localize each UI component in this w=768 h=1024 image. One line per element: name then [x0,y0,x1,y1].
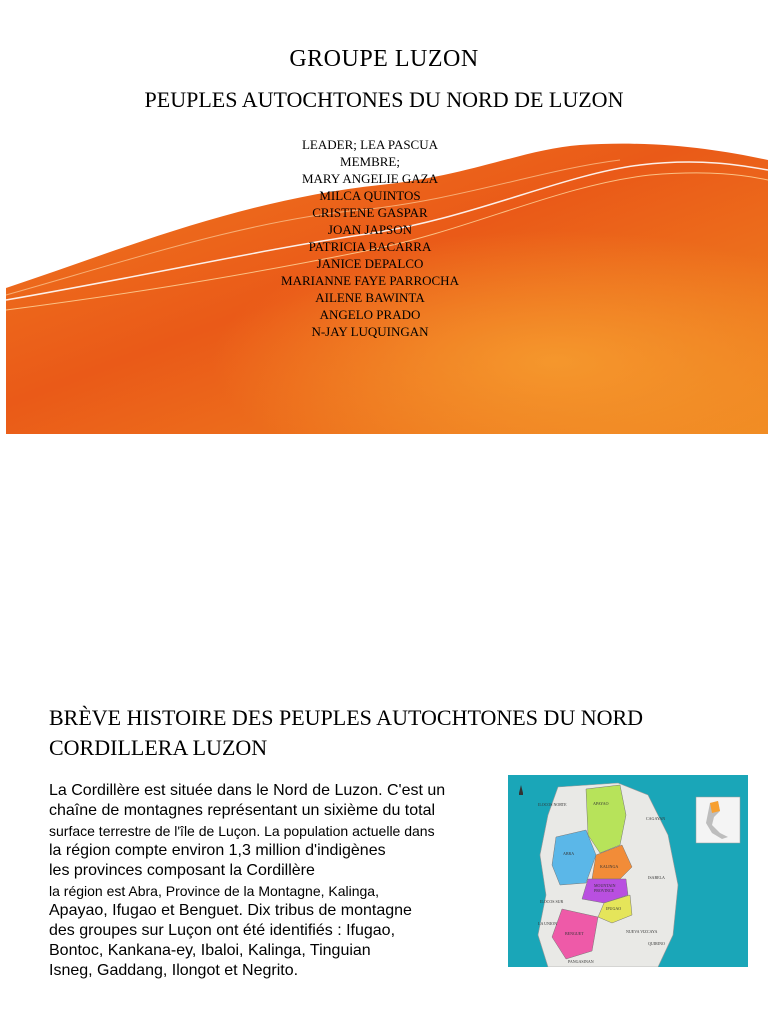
member-name: CRISTENE GASPAR [312,205,428,220]
map-label: APAYAO [593,801,609,806]
history-title [49,703,749,763]
map-label: IFUGAO [606,906,622,911]
map-label: BENGUET [565,931,584,936]
member-heading: MEMBRE; [340,154,400,169]
body-line: la région est Abra, Province de la Montagne, Kalinga, [49,883,379,899]
body-line: des groupes sur Luçon ont été identifiés : Ifugao, [49,922,396,939]
member-leader: LEADER; LEA PASCUA [301,137,439,152]
body-line: Isneg, Gaddang, Ilongot et Negrito. [49,962,299,979]
member-name: AILENE BAWINTA [315,290,425,305]
body-line: la région compte environ 1,3 million d'indigènes [49,842,386,859]
member-name: MARY ANGELIE GAZA [301,171,438,186]
member-name: N-JAY LUQUINGAN [311,324,429,339]
title-slide [0,0,768,440]
map-label: NUEVA VIZCAYA [626,929,658,934]
history-title-line1: BRÈVE HISTOIRE DES PEUPLES AUTOCHTONES DU NORD [49,705,644,730]
map-label: QUIRINO [648,941,665,946]
map-label: LA UNION [538,921,557,926]
member-name: MILCA QUINTOS [319,188,421,203]
map-label: KALINGA [600,864,619,869]
history-title-line2: CORDILLERA LUZON [49,735,268,760]
map-label: ILOCOS NORTE [538,802,567,807]
member-name: ANGELO PRADO [319,307,421,322]
cordillera-map [508,775,748,967]
map-label: ILOCOS SUR [540,899,564,904]
body-line: surface terrestre de l'île de Luçon. La population actuelle dans [49,823,435,839]
slide-subtitle: PEUPLES AUTOCHTONES DU NORD DE LUZON [144,87,624,112]
slide-title: GROUPE LUZON [289,46,479,72]
map-label: PROVINCE [594,888,615,893]
member-name: PATRICIA BACARRA [308,239,432,254]
map-label: ISABELA [648,875,665,880]
body-line: Apayao, Ifugao et Benguet. Dix tribus de montagne [49,902,412,919]
body-line: Bontoc, Kankana-ey, Ibaloi, Kalinga, Tinguian [49,942,371,959]
member-name: MARIANNE FAYE PARROCHA [281,273,459,288]
compass-icon [519,785,523,795]
body-line: les provinces composant la Cordillère [49,862,315,879]
map-label: CAGAYAN [646,816,666,821]
map-label: MOUNTAIN [594,883,616,888]
map-label: PANGASINAN [568,959,594,964]
map-label: ABRA [563,851,575,856]
member-name: JOAN JAPSON [327,222,413,237]
body-line: La Cordillère est située dans le Nord de Luzon. C'est un [49,782,446,799]
history-body [49,781,509,981]
member-name: JANICE DEPALCO [316,256,424,271]
philippines-inset-map [696,797,740,843]
member-list [220,136,520,340]
body-line: chaîne de montagnes représentant un sixième du total [49,802,436,819]
